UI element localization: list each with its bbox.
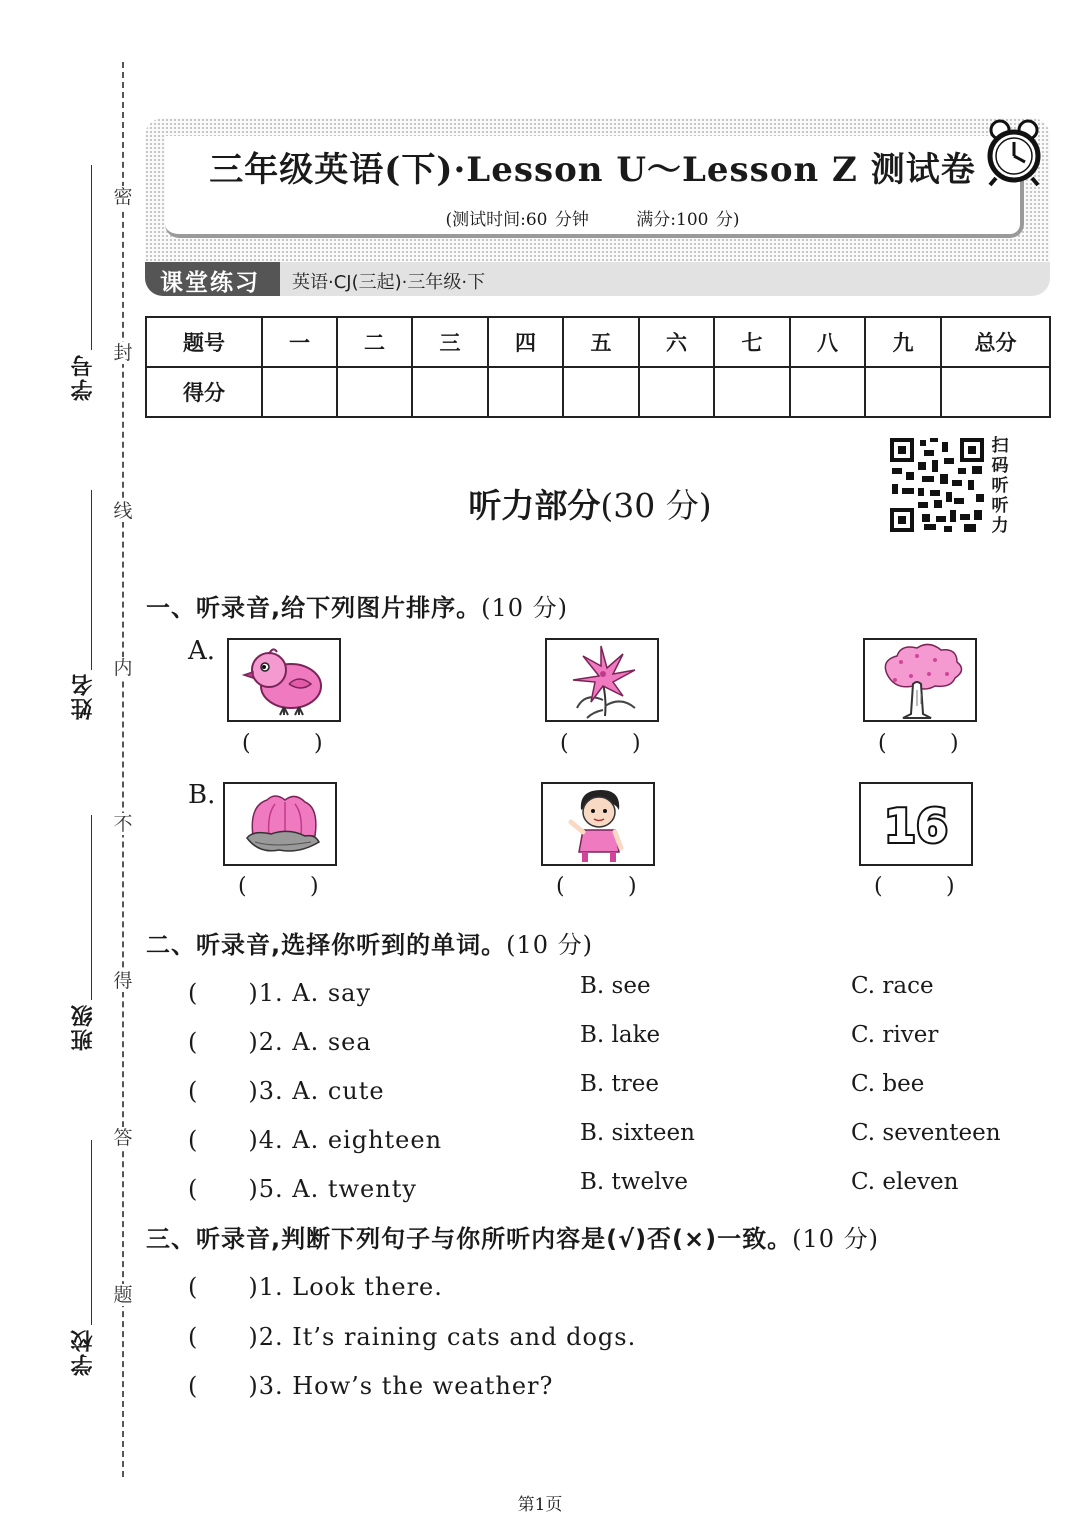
section-2-question-3[interactable]: ( )3. A. cute — [188, 1077, 385, 1105]
section-1-points: (10 分) — [481, 594, 569, 622]
school-line — [91, 1140, 92, 1325]
paren-right: ) — [946, 874, 955, 899]
series-text: 英语·CJ(三起)·三年级·下 — [292, 272, 486, 293]
series-brand: 课堂练习 — [160, 270, 260, 296]
section-2-question-4[interactable]: ( )4. A. eighteen — [188, 1126, 443, 1154]
section-2-heading — [146, 925, 593, 960]
score-cell[interactable] — [262, 367, 337, 417]
seal-char: 答 — [113, 1127, 133, 1149]
class-line — [91, 815, 92, 1000]
section-2-option-c-2: C. river — [851, 1022, 939, 1048]
paren-left: ( — [238, 874, 247, 899]
boy-icon — [543, 784, 653, 864]
paren-left: ( — [242, 731, 251, 756]
lily-icon — [547, 640, 657, 720]
paren-right: ) — [950, 731, 959, 756]
section-3-question-3[interactable]: ( )3. How’s the weather? — [188, 1372, 554, 1400]
listening-title-text: 听力部分 — [468, 486, 601, 525]
seal-char: 内 — [113, 657, 133, 679]
section-1-heading-text: 一、听录音,给下列图片排序。 — [146, 594, 482, 622]
class-field[interactable] — [60, 815, 110, 1055]
exam-time: (测试时间:60 分钟 — [445, 210, 589, 230]
score-header-cell: 七 — [714, 317, 790, 367]
paren-left: ( — [878, 731, 887, 756]
section-2-heading-text: 二、听录音,选择你听到的单词。 — [146, 931, 507, 959]
series-bar — [145, 262, 1050, 296]
student-name-field[interactable] — [60, 490, 110, 730]
score-header-cell: 题号 — [146, 317, 262, 367]
chick-icon — [229, 640, 339, 720]
score-header-cell: 三 — [412, 317, 488, 367]
section-2-option-b-1: B. see — [580, 973, 651, 999]
seal-char: 不 — [113, 813, 133, 835]
section-3-heading-text: 三、听录音,判断下列句子与你所听内容是(√)否(×)一致。 — [146, 1225, 793, 1253]
school-label: 学校 — [71, 1328, 96, 1376]
section-2-option-c-3: C. bee — [851, 1071, 925, 1097]
score-cell[interactable] — [790, 367, 865, 417]
score-table-header-row — [146, 317, 1050, 367]
qr-caption — [988, 436, 1012, 536]
section-2-question-2[interactable]: ( )2. A. sea — [188, 1028, 372, 1056]
section-2-option-b-5: B. twelve — [580, 1169, 689, 1195]
seal-char: 得 — [113, 970, 133, 992]
section-2-option-b-3: B. tree — [580, 1071, 659, 1097]
qr-caption-char: 码 — [991, 456, 1009, 476]
picture-chick — [227, 638, 341, 722]
seal-char: 题 — [113, 1284, 133, 1306]
binding-dashed-line — [122, 62, 124, 1477]
score-header-cell: 五 — [563, 317, 639, 367]
score-table-score-row — [146, 367, 1050, 417]
tree-icon — [865, 640, 975, 720]
row-label-a: A. — [188, 636, 216, 666]
page-number: 第1页 — [517, 1495, 563, 1515]
listening-title — [240, 480, 940, 527]
page-title: 三年级英语(下)·Lesson U～Lesson Z 测试卷 — [209, 150, 976, 190]
qr-caption-char: 扫 — [991, 436, 1009, 456]
number-16-icon — [861, 784, 971, 864]
score-cell[interactable] — [639, 367, 714, 417]
section-3-heading — [146, 1219, 879, 1254]
exam-info — [165, 205, 1020, 230]
score-header-cell: 九 — [865, 317, 941, 367]
picture-tree — [863, 638, 977, 722]
qr-caption-char: 听 — [991, 496, 1009, 516]
student-name-label: 姓名 — [71, 672, 96, 720]
score-cell[interactable] — [337, 367, 412, 417]
exam-full-score: 满分:100 分) — [636, 210, 740, 230]
paren-right: ) — [628, 874, 637, 899]
listening-points: (30 分) — [600, 486, 712, 525]
section-2-points: (10 分) — [506, 931, 594, 959]
section-3-question-1[interactable]: ( )1. Look there. — [188, 1273, 443, 1301]
score-cell[interactable] — [412, 367, 488, 417]
student-name-line — [91, 490, 92, 670]
paren-left: ( — [874, 874, 883, 899]
score-cell[interactable] — [488, 367, 563, 417]
paren-right: ) — [310, 874, 319, 899]
number-16-text: 16 — [883, 799, 949, 853]
shell-icon — [225, 784, 335, 864]
seal-char: 密 — [113, 186, 133, 208]
qr-caption-char: 听 — [991, 476, 1009, 496]
section-3-question-2[interactable]: ( )2. It’s raining cats and dogs. — [188, 1323, 637, 1351]
paren-right: ) — [632, 731, 641, 756]
qr-code-icon[interactable] — [888, 436, 986, 534]
section-2-option-c-4: C. seventeen — [851, 1120, 1001, 1146]
section-3-points: (10 分) — [792, 1225, 880, 1253]
student-id-label: 学号 — [71, 353, 96, 401]
score-cell[interactable] — [714, 367, 790, 417]
section-2-question-1[interactable]: ( )1. A. say — [188, 979, 372, 1007]
picture-shell — [223, 782, 337, 866]
paren-right: ) — [314, 731, 323, 756]
student-id-field[interactable] — [60, 165, 110, 405]
score-cell[interactable] — [865, 367, 941, 417]
score-header-cell: 四 — [488, 317, 563, 367]
picture-lily — [545, 638, 659, 722]
seal-char: 线 — [113, 500, 133, 522]
school-field[interactable] — [60, 1140, 110, 1385]
score-header-cell: 一 — [262, 317, 337, 367]
seal-char: 封 — [113, 342, 133, 364]
score-row-label: 得分 — [146, 367, 262, 417]
section-2-option-c-5: C. eleven — [851, 1169, 959, 1195]
row-label-b: B. — [188, 780, 216, 810]
score-header-cell: 总分 — [941, 317, 1050, 367]
section-2-option-b-4: B. sixteen — [580, 1120, 695, 1146]
alarm-clock-icon — [980, 118, 1048, 188]
paren-left: ( — [556, 874, 565, 899]
section-1-heading — [146, 588, 568, 623]
qr-caption-char: 力 — [991, 516, 1009, 536]
score-header-cell: 八 — [790, 317, 865, 367]
score-cell[interactable] — [563, 367, 639, 417]
score-cell[interactable] — [941, 367, 1050, 417]
picture-boy — [541, 782, 655, 866]
section-2-option-c-1: C. race — [851, 973, 934, 999]
class-label: 班级 — [71, 1003, 96, 1051]
student-id-line — [91, 165, 92, 350]
score-table — [145, 316, 1051, 418]
paren-left: ( — [560, 731, 569, 756]
section-2-question-5[interactable]: ( )5. A. twenty — [188, 1175, 417, 1203]
score-header-cell: 六 — [639, 317, 714, 367]
section-2-option-b-2: B. lake — [580, 1022, 661, 1048]
score-header-cell: 二 — [337, 317, 412, 367]
picture-number — [859, 782, 973, 866]
